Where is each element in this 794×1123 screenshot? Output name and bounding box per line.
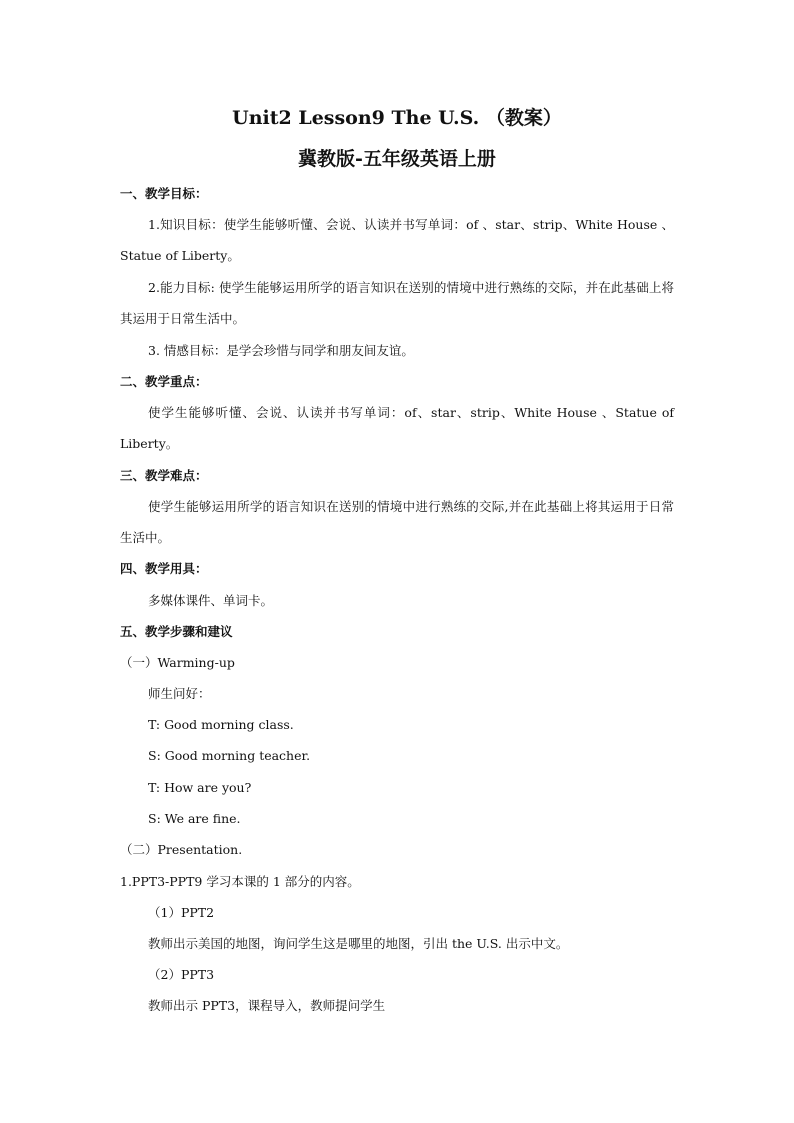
ppt2-text: 教师出示美国的地图，询问学生这是哪里的地图，引出 the U.S. 出示中文。 bbox=[148, 936, 569, 951]
objectives-heading: 一、教学目标： bbox=[120, 186, 208, 201]
dialogue-line: S: We are fine. bbox=[148, 811, 241, 826]
objective-3: 3. 情感目标：是学会珍惜与同学和朋友间友谊。 bbox=[148, 343, 414, 358]
greeting-label: 师生问好： bbox=[148, 686, 211, 701]
dialogue-line: T: How are you? bbox=[148, 780, 252, 795]
dialogue-line: T: Good morning class. bbox=[148, 717, 294, 732]
document-title: Unit2 Lesson9 The U.S. （教案） bbox=[232, 107, 562, 129]
key-points-text: 使学生能够听懂、会说、认读并书写单词：of、star、strip、White House 、Statue of Liberty。 bbox=[120, 405, 674, 451]
aids-heading: 四、教学用具： bbox=[120, 561, 208, 576]
steps-heading: 五、教学步骤和建议 bbox=[120, 624, 233, 639]
objective-1: 1.知识目标：使学生能够听懂、会说、认读并书写单词：of 、star、strip、White House 、Statue of Liberty。 bbox=[120, 217, 674, 263]
dialogue-line: S: Good morning teacher. bbox=[148, 748, 311, 763]
warmup-label: （一）Warming-up bbox=[120, 655, 235, 670]
key-points-heading: 二、教学重点： bbox=[120, 374, 208, 389]
aids-text: 多媒体课件、单词卡。 bbox=[148, 593, 274, 608]
ppt-intro: 1.PPT3-PPT9 学习本课的 1 部分的内容。 bbox=[120, 874, 360, 889]
ppt2-label: （1）PPT2 bbox=[148, 905, 215, 920]
presentation-label: （二）Presentation. bbox=[120, 842, 243, 857]
document-subtitle: 冀教版-五年级英语上册 bbox=[298, 148, 496, 170]
difficulties-heading: 三、教学难点： bbox=[120, 468, 208, 483]
difficulties-text: 使学生能够运用所学的语言知识在送别的情境中进行熟练的交际,并在此基础上将其运用于日常生活中。 bbox=[120, 499, 674, 545]
ppt3-text: 教师出示 PPT3，课程导入，教师提问学生 bbox=[148, 998, 386, 1013]
ppt3-label: （2）PPT3 bbox=[148, 967, 215, 982]
objective-2: 2.能力目标: 使学生能够运用所学的语言知识在送别的情境中进行熟练的交际，并在此基础上将其运用于日常生活中。 bbox=[120, 280, 674, 326]
